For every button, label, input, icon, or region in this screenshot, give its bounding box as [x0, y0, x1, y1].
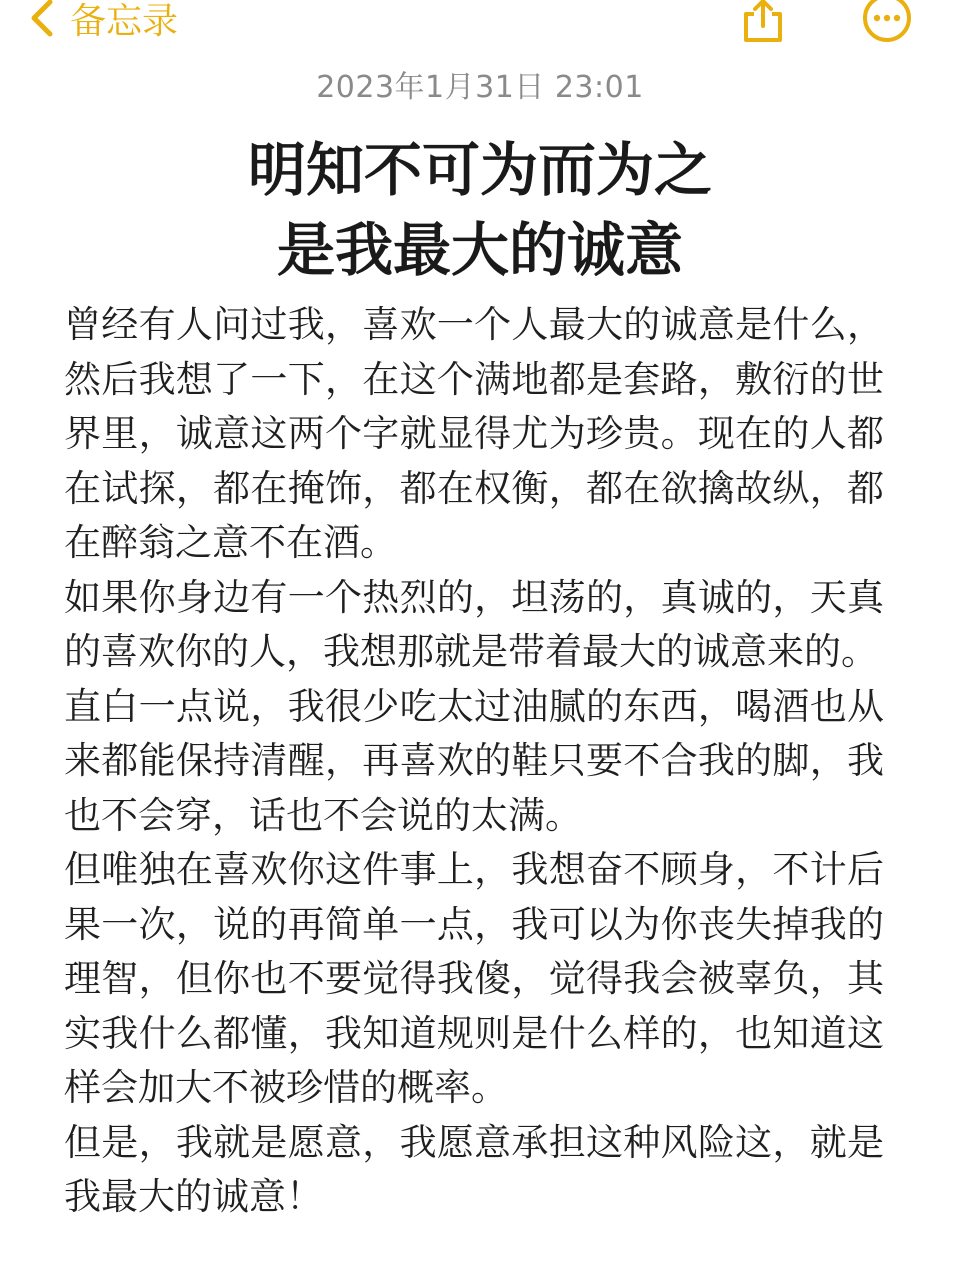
share-button[interactable]: [740, 0, 786, 44]
share-icon: [740, 0, 786, 44]
note-title-line-2: 是我最大的诚意: [276, 216, 683, 284]
more-icon: [860, 0, 914, 44]
note-paragraph: 曾经有人问过我，喜欢一个人最大的诚意是什么，然后我想了一下，在这个满地都是套路，敷衍的世界里，诚意这两个字就显得尤为珍贵。现在的人都在试探，都在掩饰，都在权衡，都在欲擒故纵，都在醉翁之意不在酒。: [64, 303, 884, 564]
back-button-label: 备忘录: [70, 0, 179, 42]
note-date: 2023年1月31日 23:01: [316, 70, 644, 105]
note-paragraph: 如果你身边有一个热烈的，坦荡的，真诚的，天真的喜欢你的人，我想那就是带着最大的诚意来的。: [64, 575, 884, 673]
note-title-line-1: 明知不可为而为之: [247, 136, 712, 204]
note-body[interactable]: [64, 298, 884, 1225]
note-title: [0, 130, 960, 290]
note-paragraph: 直白一点说，我很少吃太过油腻的东西，喝酒也从来都能保持清醒，再喜欢的鞋只要不合我的脚，我也不会穿，话也不会说的太满。: [64, 684, 884, 837]
back-button[interactable]: [26, 0, 178, 40]
chevron-left-icon: [26, 0, 56, 38]
note-paragraph: 但唯独在喜欢你这件事上，我想奋不顾身，不计后果一次，说的再简单一点，我可以为你丧失掉我的理智，但你也不要觉得我傻，觉得我会被辜负，其实我什么都懂，我知道规则是什么样的，也知道这样会加大不被珍惜的概率。: [64, 848, 884, 1109]
more-button[interactable]: [860, 0, 914, 44]
navigation-bar: [0, 0, 960, 48]
note-paragraph: 但是，我就是愿意，我愿意承担这种风险这，就是我最大的诚意！: [64, 1120, 884, 1218]
